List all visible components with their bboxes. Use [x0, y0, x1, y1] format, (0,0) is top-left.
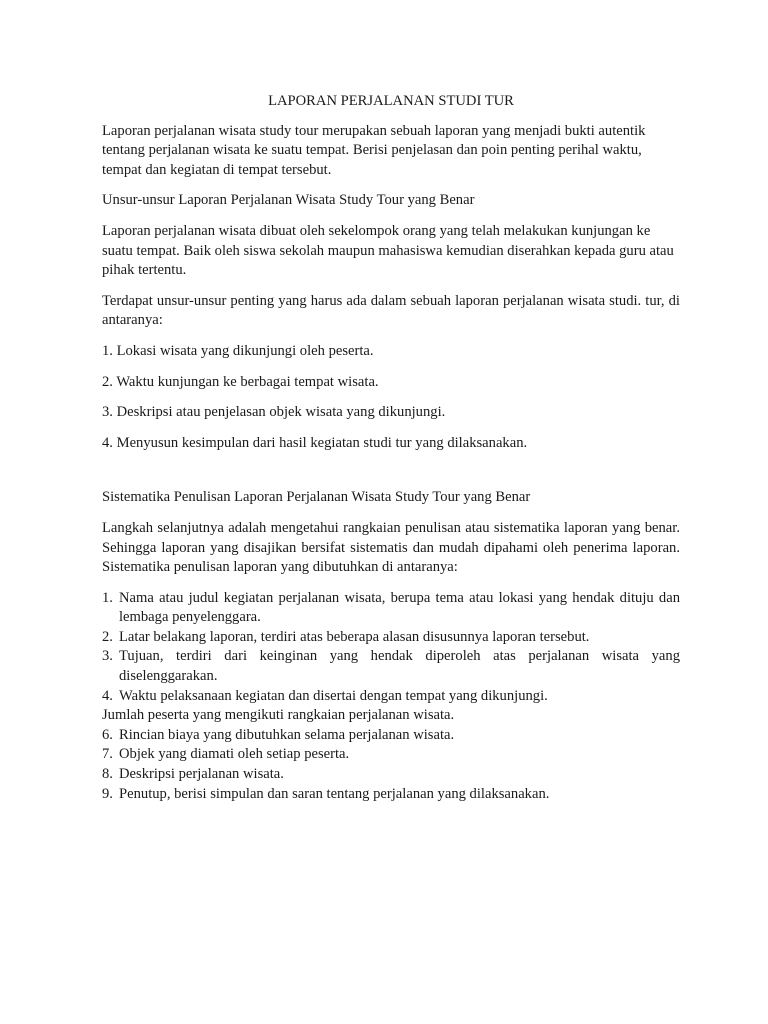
section-spacer — [102, 464, 680, 488]
list-item: 2. Waktu kunjungan ke berbagai tempat wisata. — [102, 373, 379, 390]
section1-paragraph-1: Laporan perjalanan wisata dibuat oleh sekelompok orang yang telah melakukan kunjungan ke suatu tempat. Baik oleh siswa sekolah maupun mahasiswa kemudian diserahkan kepada guru atau pihak tertentu. — [102, 222, 674, 279]
list-item-number: 7. — [102, 746, 113, 763]
list-item-text: Deskripsi perjalanan wisata. — [119, 766, 284, 783]
list-item-number: 4. — [102, 687, 113, 704]
list-item — [102, 687, 680, 707]
section-heading-sistematika: Sistematika Penulisan Laporan Perjalanan Wisata Study Tour yang Benar — [102, 489, 531, 506]
list-item-text: Penutup, berisi simpulan dan saran tentang perjalanan yang dilaksanakan. — [119, 785, 550, 802]
list-item: 1. Lokasi wisata yang dikunjungi oleh peserta. — [102, 342, 374, 359]
unsur-list — [102, 342, 680, 453]
list-item-text: Tujuan, terdiri dari keinginan yang hendak diperoleh atas perjalanan wisata yang diselenggarakan. — [119, 648, 680, 685]
list-item-text: Nama atau judul kegiatan perjalanan wisata, berupa tema atau lokasi yang hendak dituju dan lembaga penyelenggara. — [119, 589, 680, 626]
document-title: LAPORAN PERJALANAN STUDI TUR — [268, 93, 514, 109]
list-item-number: 9. — [102, 785, 113, 802]
list-item — [102, 647, 680, 686]
document-body — [102, 92, 680, 804]
list-item-text: Rincian biaya yang dibutuhkan selama perjalanan wisata. — [119, 726, 455, 743]
intro-paragraph: Laporan perjalanan wisata study tour merupakan sebuah laporan yang menjadi bukti autentik tentang perjalanan wisata ke suatu tempat. Berisi penjelasan dan poin penting perihal waktu, tempat dan kegiatan di tempat tersebut. — [102, 122, 646, 178]
list-item: 4. Menyusun kesimpulan dari hasil kegiatan studi tur yang dilaksanakan. — [102, 434, 528, 451]
list-item-number: 6. — [102, 726, 113, 743]
list-item-text: Waktu pelaksanaan kegiatan dan disertai dengan tempat yang dikunjungi. — [119, 687, 548, 704]
section-heading-unsur: Unsur-unsur Laporan Perjalanan Wisata Study Tour yang Benar — [102, 192, 475, 209]
list-item — [102, 726, 680, 746]
list-item-text: Objek yang diamati oleh setiap peserta. — [119, 746, 350, 763]
list-item — [102, 785, 680, 805]
list-item — [102, 745, 680, 765]
list-item-number: 8. — [102, 766, 113, 783]
list-item — [102, 628, 680, 648]
list-item — [102, 589, 680, 628]
list-item-number: 2. — [102, 628, 113, 645]
section1-paragraph-2: Terdapat unsur-unsur penting yang harus ada dalam sebuah laporan perjalanan wisata studi. tur, di antaranya: — [102, 292, 680, 329]
list-item — [102, 765, 680, 785]
list-item — [102, 706, 680, 726]
list-item: 3. Deskripsi atau penjelasan objek wisata yang dikunjungi. — [102, 404, 446, 421]
sistematika-list — [102, 589, 680, 805]
section2-paragraph-1: Langkah selanjutnya adalah mengetahui rangkaian penulisan atau sistematika laporan yang benar. Sehingga laporan yang disajikan bersifat sistematis dan mudah dipahami oleh penerima laporan. Sistematika penulisan laporan yang dibutuhkan di antaranya: — [102, 519, 680, 576]
list-item-text: Jumlah peserta yang mengikuti rangkaian perjalanan wisata. — [102, 707, 455, 724]
list-item-number: 3. — [102, 648, 113, 665]
list-item-text: Latar belakang laporan, terdiri atas beberapa alasan disusunnya laporan tersebut. — [119, 628, 590, 645]
list-item-number: 1. — [102, 589, 113, 606]
